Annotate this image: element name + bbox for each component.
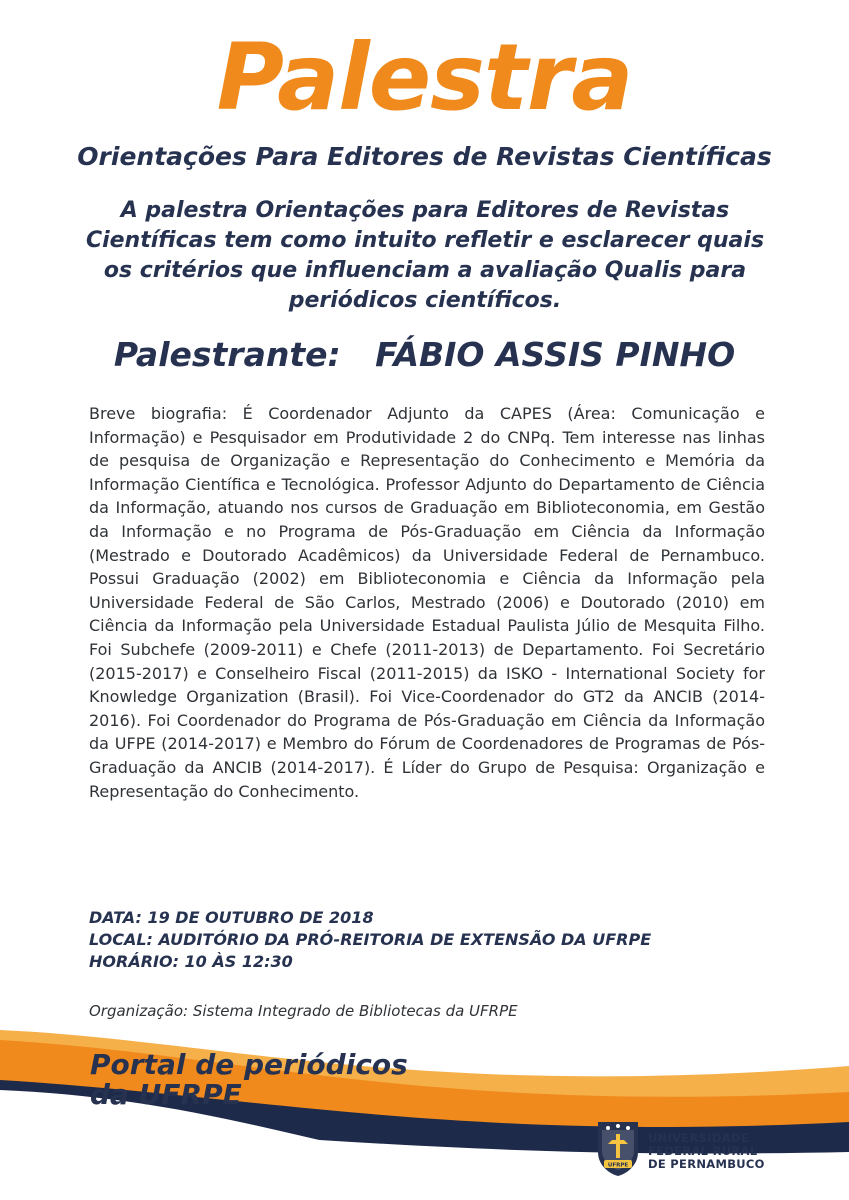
- poster-subtitle: Orientações Para Editores de Revistas Científicas: [77, 142, 772, 171]
- university-crest-icon: [594, 1118, 642, 1178]
- event-location: LOCAL: AUDITÓRIO DA PRÓ-REITORIA DE EXTENSÃO DA UFRPE: [89, 930, 652, 949]
- university-logo: [594, 1118, 834, 1188]
- organizer-credit: Organização: Sistema Integrado de Bibliotecas da UFRPE: [89, 1002, 518, 1020]
- university-name-line-1: UNIVERSIDADE: [648, 1131, 749, 1145]
- speaker-biography: Breve biografia: É Coordenador Adjunto da CAPES (Área: Comunicação e Informação) e Pesquisador em Produtividade 2 do CNPq. Tem interesse nas linhas de pesquisa de Organização e Representação do Conhecimento e Memória da Informação Científica e Tecnológica. Professor Adjunto do Departamento de Ciência da Informação, atuando nos cursos de Graduação em Biblioteconomia, em Gestão da Informação e no Programa de Pós-Graduação em Ciência da Informação (Mestrado e Doutorado Acadêmicos) da Universidade Federal de Pernambuco. Possui Graduação (2002) em Biblioteconomia e Ciência da Informação pela Universidade Federal de São Carlos, Mestrado (2006) e Doutorado (2010) em Ciência da Informação pela Universidade Estadual Paulista Júlio de Mesquita Filho. Foi Subchefe (2009-2011) e Chefe (2011-2013) de Departamento. Foi Secretário (2015-2017) e Conselheiro Fiscal (2011-2015) da ISKO - International Society for Knowledge Organization (Brasil). Foi Vice-Coordenador do GT2 da ANCIB (2014-2016). Foi Coordenador do Programa de Pós-Graduação em Ciência da Informação da UFPE (2014-2017) e Membro do Fórum de Coordenadores de Programas de Pós-Graduação da ANCIB (2014-2017). É Líder do Grupo de Pesquisa: Organização e Representação do Conhecimento.: [89, 404, 765, 801]
- speaker-name: FÁBIO ASSIS PINHO: [375, 335, 736, 374]
- event-date: DATA: 19 DE OUTUBRO DE 2018: [89, 908, 374, 927]
- speaker-label: Palestrante:: [113, 335, 341, 374]
- event-details: [89, 907, 779, 973]
- poster-headline: Palestra: [216, 24, 633, 131]
- university-name-line-3: DE PERNAMBUCO: [648, 1157, 765, 1171]
- portal-title-line-1: Portal de periódicos: [90, 1048, 408, 1081]
- lecture-description: A palestra Orientações para Editores de Revistas Científicas tem como intuito refletir e esclarecer quais os critérios que influenciam a avaliação Qualis para periódicos científicos.: [85, 198, 765, 313]
- university-name: [648, 1132, 765, 1171]
- portal-title-line-2: da UFRPE: [90, 1078, 242, 1111]
- event-time: HORÁRIO: 10 ÀS 12:30: [89, 952, 293, 971]
- portal-title: [90, 1050, 408, 1110]
- university-name-line-2: FEDERAL RURAL: [648, 1144, 758, 1158]
- crest-motto: UFRPE: [607, 1162, 629, 1169]
- speaker-line: [0, 332, 849, 378]
